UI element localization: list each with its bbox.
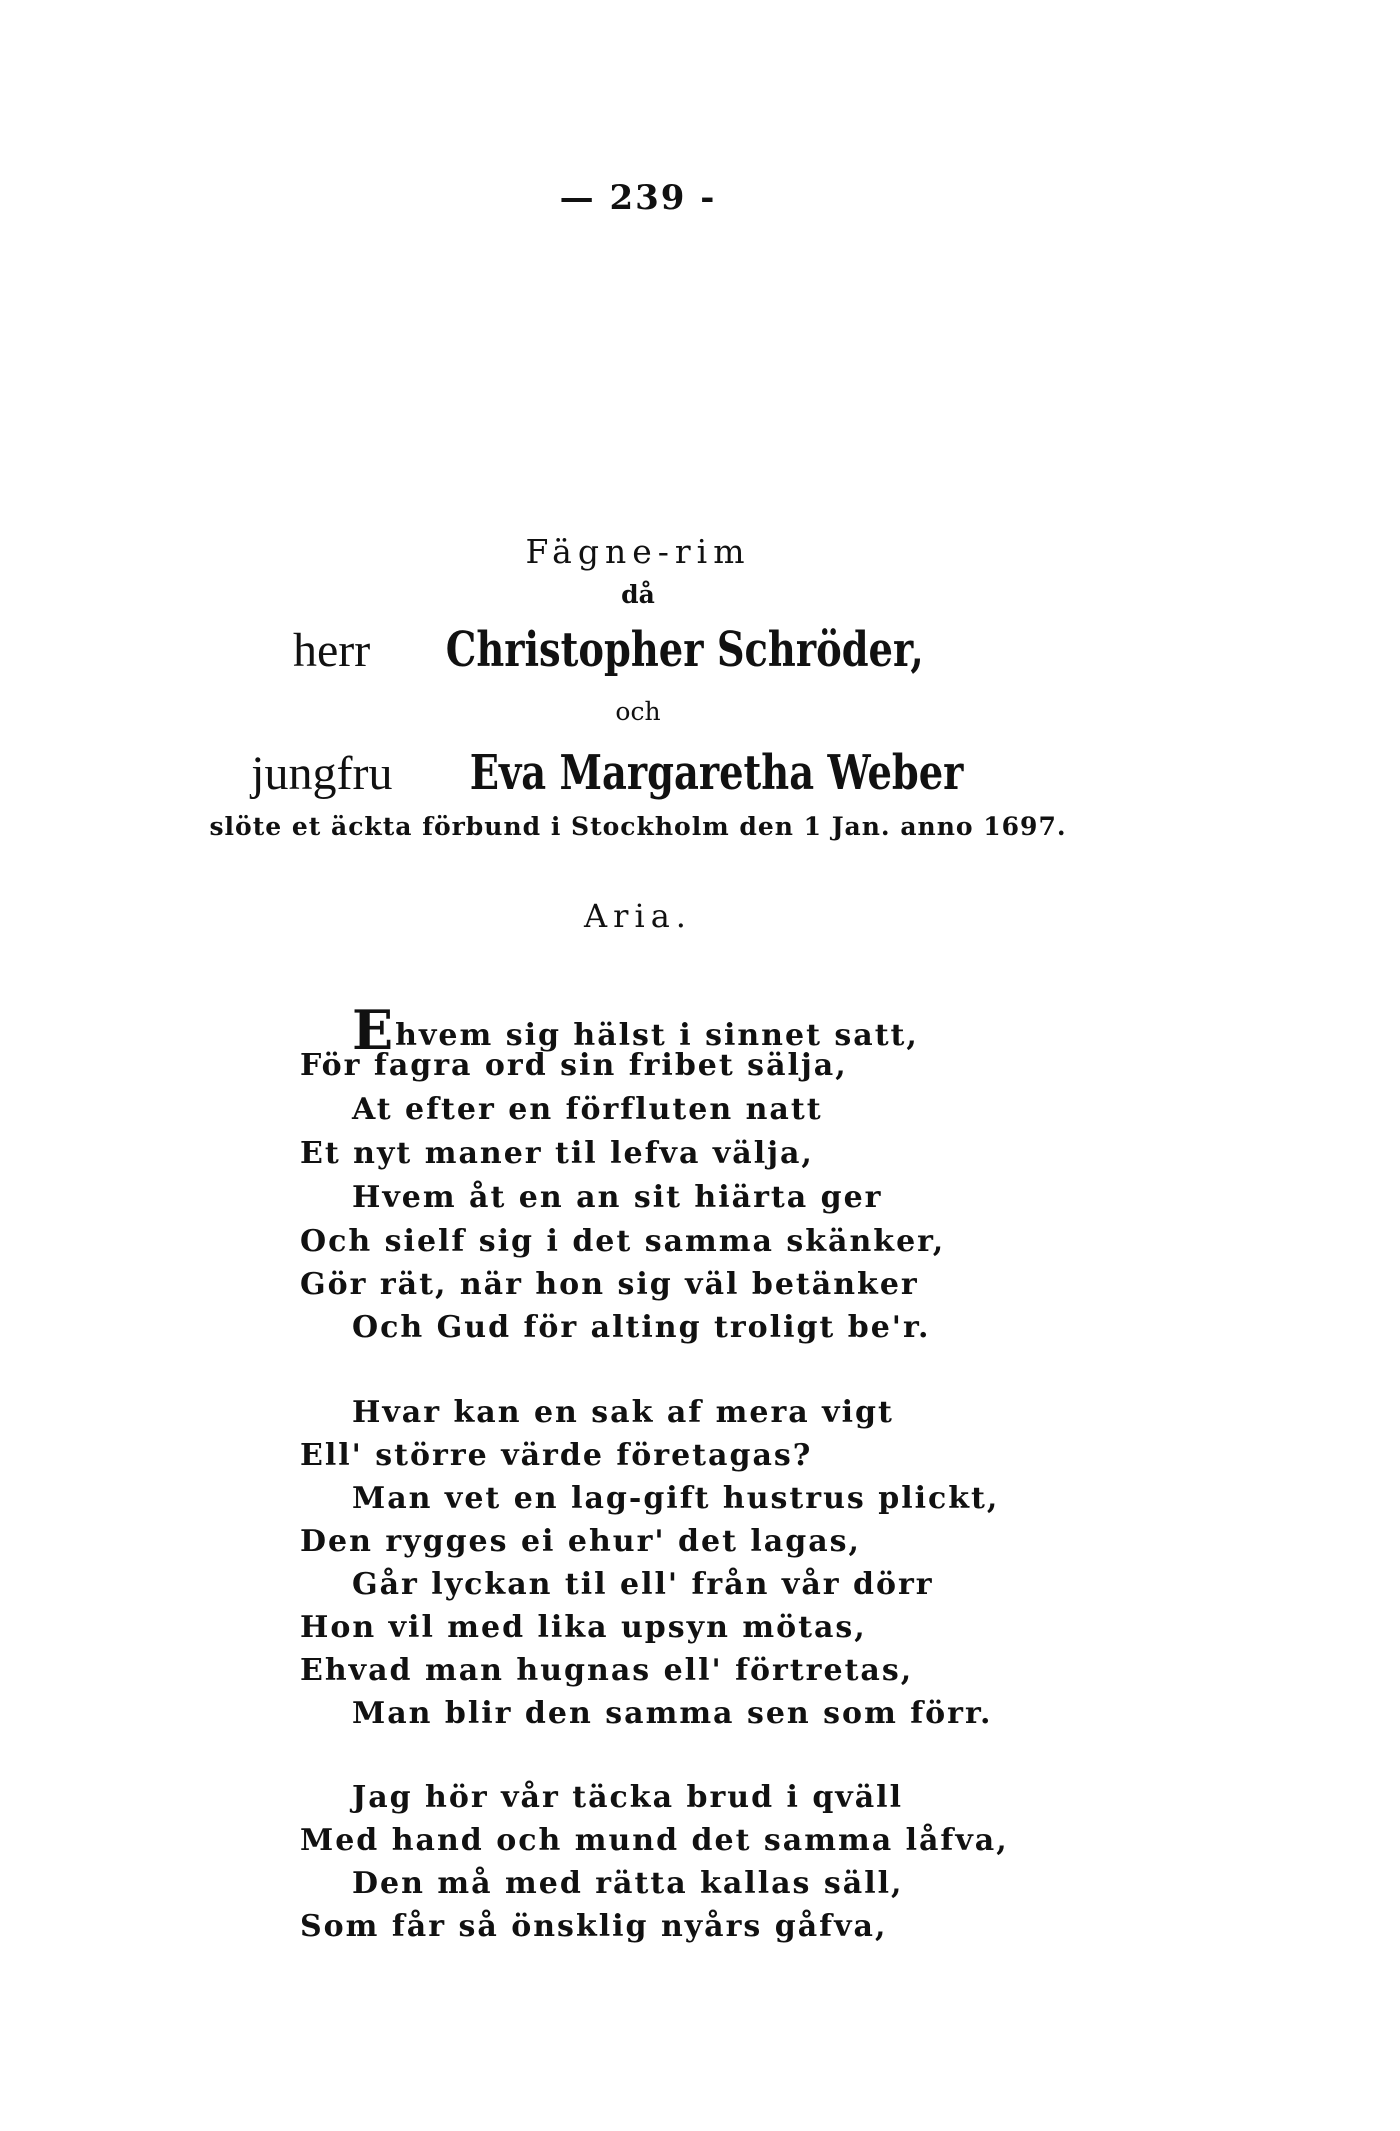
stanza3-line3: Den må med rätta kallas säll, [352,1866,904,1901]
stanza2-line6: Hon vil med lika upsyn mötas, [300,1610,867,1645]
stanza3-line2: Med hand och mund det samma låfva, [300,1823,1009,1858]
stanza2-line7: Ehvad man hugnas ell' förtretas, [300,1653,914,1688]
stanza2-line8: Man blir den samma sen som förr. [352,1696,993,1731]
section-heading: Aria. [584,897,692,935]
bride-prefix: jungfru [251,747,393,800]
groom-name: Christopher Schröder, [445,622,924,678]
stanza1-line7: Gör rät, när hon sig väl betänker [300,1267,919,1302]
stanza1-line6: Och sielf sig i det samma skänker, [300,1224,946,1259]
stanza1-line8: Och Gud för alting troligt be'r. [352,1310,931,1345]
poem-title: Fägne-rim [525,532,751,571]
heading-och: och [615,697,661,726]
stanza1-line5: Hvem åt en an sit hiärta ger [352,1180,883,1215]
stanza3-line1: Jag hör vår täcka brud i qväll [352,1780,903,1815]
stanza2-line3: Man vet en lag-gift hustrus plickt, [352,1481,1000,1516]
stanza3-line4: Som får så önsklig nyårs gåfva, [300,1909,888,1944]
drop-cap: E [352,998,396,1062]
stanza2-line4: Den rygges ei ehur' det lagas, [300,1524,861,1559]
occasion-line: slöte et äckta förbund i Stockholm den 1 Jan. anno 1697. [209,812,1067,841]
stanza1-line2: För fagra ord sin fribet sälja, [300,1048,848,1083]
groom-line [0,622,1276,678]
stanza2-line1: Hvar kan en sak af mera vigt [352,1395,894,1430]
bride-name: Eva Margaretha Weber [469,745,964,801]
bride-line [0,745,1276,801]
heading-da: då [621,580,655,609]
page-number: — 239 - [559,178,717,218]
stanza1-line3: At efter en förfluten natt [352,1092,823,1127]
stanza1-line1-text: hvem sig hälst i sinnet satt, [395,1018,919,1053]
groom-prefix: herr [292,624,371,677]
stanza2-line2: Ell' större värde företagas? [300,1438,813,1473]
stanza2-line5: Går lyckan til ell' från vår dörr [352,1567,934,1602]
stanza1-line4: Et nyt maner til lefva välja, [300,1136,814,1171]
